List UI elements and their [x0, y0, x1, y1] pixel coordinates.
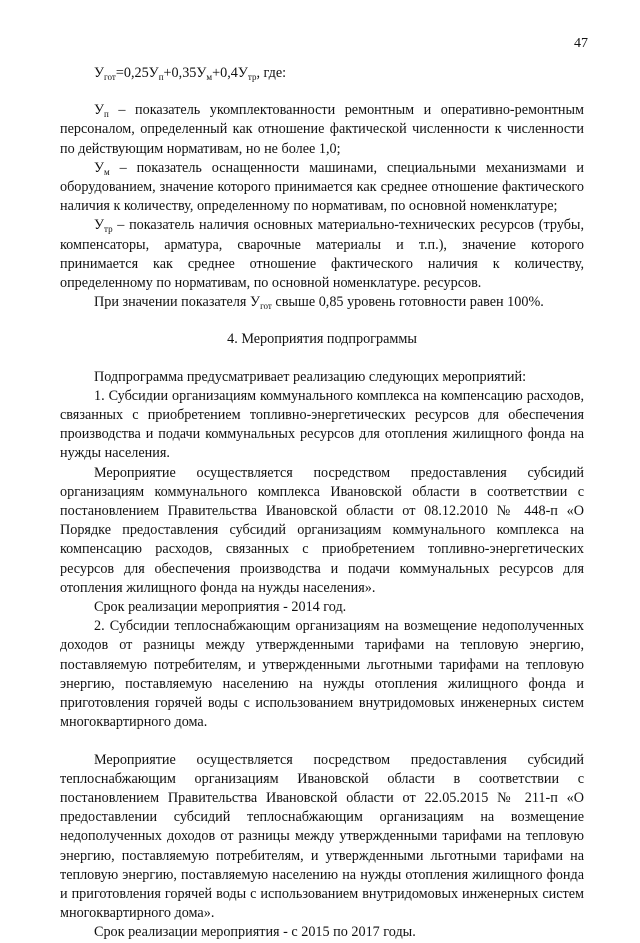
definition-resources: $У_{тр}$ – показатель наличия основных материально-технических ресурсов (трубы, компенсаторы, арматура, сварочные материалы и т.п.), значение которого принимается как среднее отношение фактического наличия к количеству, определенному по нормативам, по основной номенклатуре. ресурсов. — [60, 217, 584, 292]
readiness-threshold: При значении показателя $У_{гот}$ свыше 0,85 уровень готовности равен 100%. — [94, 294, 544, 312]
paragraph-measure-1-term: Срок реализации мероприятия - 2014 год. — [94, 599, 347, 616]
page-content — [60, 64, 584, 943]
paragraph-measure-2-details: Мероприятие осуществляется посредством предоставления субсидий теплоснабжающим организациям Ивановской области в соответствии с постановлением Правительства Ивановской области от 22.05.2015 № 211-п «О предоставлении субсидий теплоснабжающим организациям на возмещение недополученных доходов от разницы между утвержденными тарифами на тепловую энергию, поставляемую потребителям, и утвержденными льготными тарифами на тепловую энергию, поставляемую населению на нужды отопления жилищного фонда и приготовления горячей воды с использованием внутридомовых инженерных систем многоквартирного дома». — [60, 751, 584, 922]
paragraph-intro: Подпрограмма предусматривает реализацию следующих мероприятий: — [94, 368, 527, 385]
paragraph-measure-2-term: Срок реализации мероприятия - с 2015 по 2017 годы. — [94, 924, 416, 941]
paragraph-measure-1-details: Мероприятие осуществляется посредством предоставления субсидий организациям коммунального комплекса Ивановской области в соответствии с постановлением Правительства Ивановской области от 08.12.2010 № 448-п «О Порядке предоставления субсидий организациям коммунального комплекса на компенсацию расходов, связанных с приобретением топливно-энергетических ресурсов для обеспечения производства и подачи коммунальных ресурсов для отопления жилищного фонда на нужды населения». — [60, 464, 584, 596]
section-heading: 4. Мероприятия подпрограммы — [227, 331, 417, 348]
paragraph-measure-2: 2. Субсидии теплоснабжающим организациям на возмещение недополученных доходов от разницы между утвержденными тарифами на тепловую энергию, поставляемую потребителям, и утвержденными льготными тарифами на тепловую энергию, поставляемую населению на нужды отопления жилищного фонда и приготовления горячей воды с использованием внутридомовых инженерных систем многоквартирного дома. — [60, 618, 584, 731]
readiness-formula: $У_{гот}=0,25У_п+0,35У_м+0,4У_{тр}$, где: — [94, 65, 287, 82]
definition-staffing: $У_п$ – показатель укомплектованности ремонтным и оперативно-ремонтным персоналом, определенный как отношение фактической численности к численности по действующим нормативам, но не более 1,0; — [60, 102, 584, 157]
page-number: 47 — [574, 36, 588, 51]
paragraph-measure-1: 1. Субсидии организациям коммунального комплекса на компенсацию расходов, связанных с приобретением топливно-энергетических ресурсов для обеспечения производства и подачи коммунальных ресурсов для отопления жилищного фонда на нужды населения. — [60, 387, 584, 462]
definition-equipment: $У_м$ – показатель оснащенности машинами, специальными механизмами и оборудованием, значение которого принимается как среднее отношение фактического наличия к количеству, определенному по нормативам, по основной номенклатуре; — [60, 159, 584, 215]
